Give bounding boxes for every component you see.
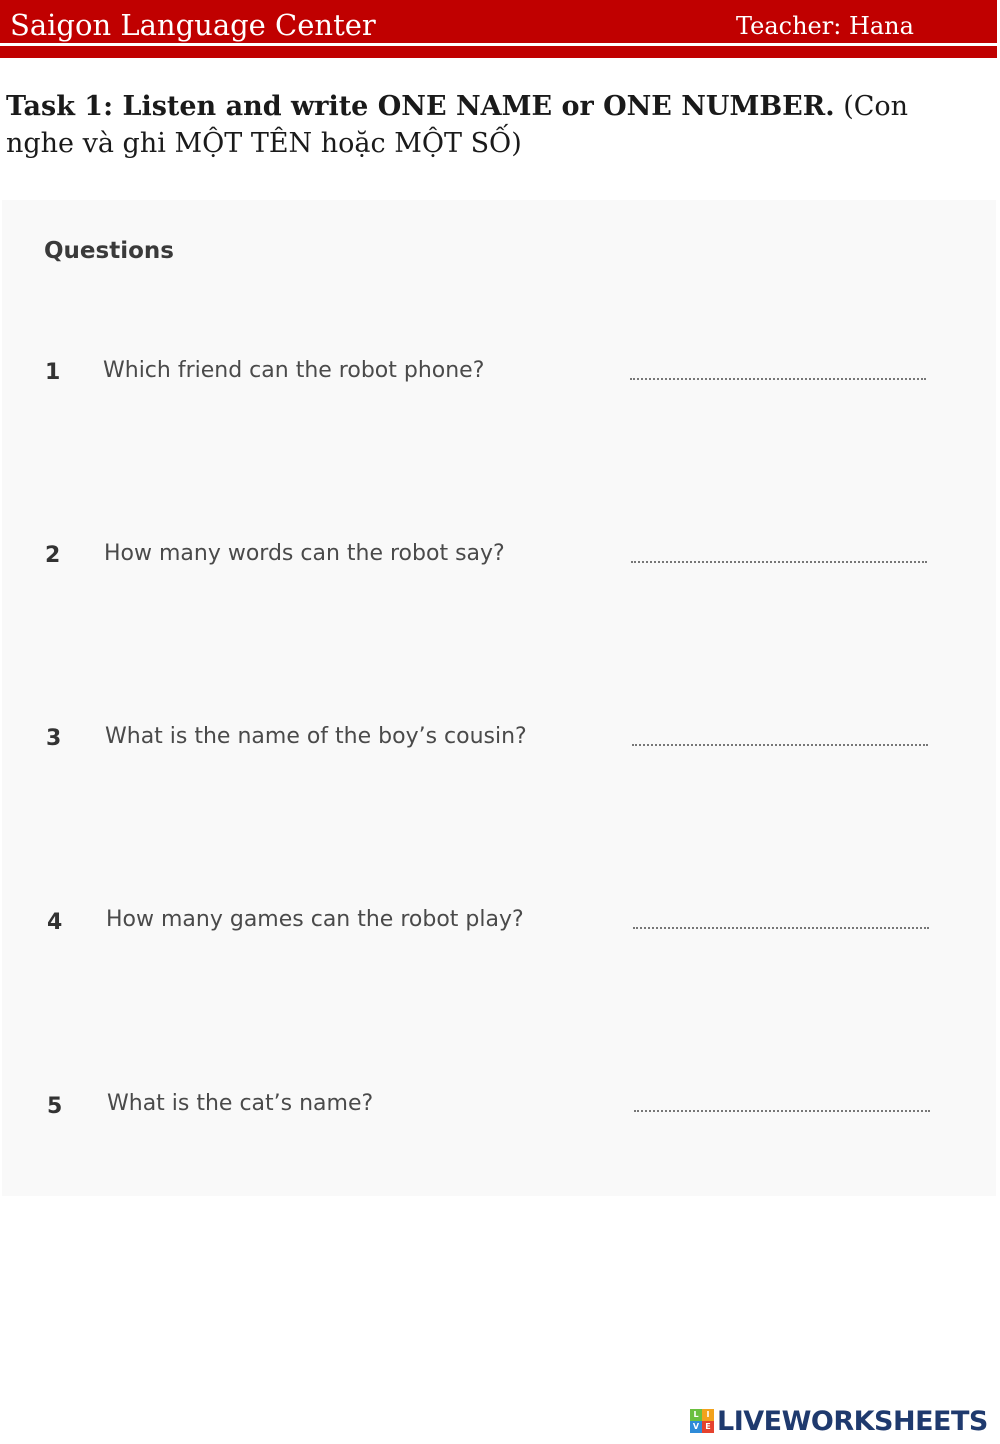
teacher-name: Teacher: Hana [736,12,914,40]
logo-text: LIVEWORKSHEETS [717,1405,988,1437]
answer-blank[interactable] [633,927,929,929]
center-name: Saigon Language Center [10,8,376,42]
header-divider [0,46,997,58]
task-instruction [6,88,956,162]
question-number: 3 [46,726,62,751]
answer-blank[interactable] [632,744,928,746]
answer-blank[interactable] [630,378,926,380]
answer-blank[interactable] [634,1110,930,1112]
answer-blank[interactable] [631,561,927,563]
questions-panel [2,200,996,1196]
questions-heading: Questions [44,238,174,264]
task-title: Task 1: Listen and write ONE NAME or ONE NUMBER. [6,91,835,122]
question-number: 1 [45,360,61,385]
question-text: How many games can the robot play? [106,907,524,932]
liveworksheets-icon: L I V E [690,1409,714,1433]
liveworksheets-logo [690,1404,988,1438]
question-text: What is the cat’s name? [107,1091,374,1116]
question-text: How many words can the robot say? [104,541,505,566]
question-text: Which friend can the robot phone? [103,358,485,383]
question-number: 5 [47,1094,63,1119]
task-instruction-vi: (Con nghe và ghi MỘT TÊN hoặc MỘT SỐ) [6,91,909,159]
question-number: 2 [45,543,61,568]
question-text: What is the name of the boy’s cousin? [105,724,527,749]
header-bar [0,0,997,43]
question-number: 4 [47,910,63,935]
